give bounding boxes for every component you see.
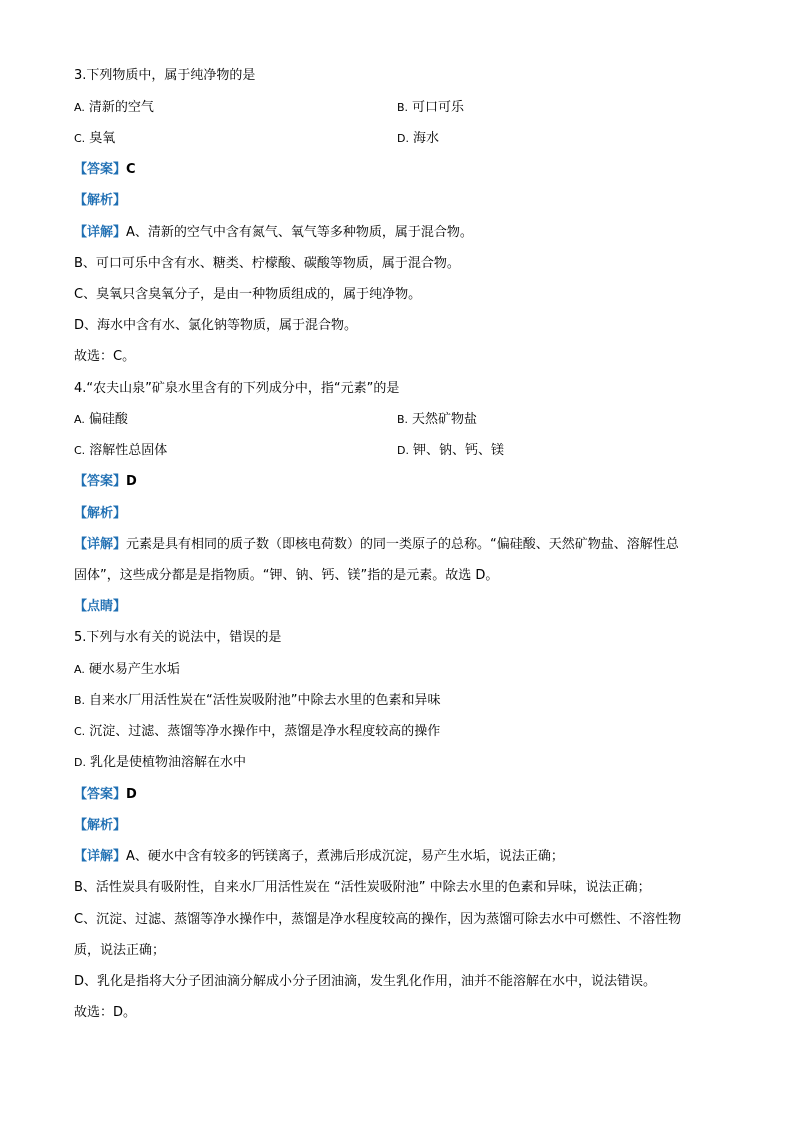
q4-stem: 4.“农夫山泉”矿泉水里含有的下列成分中，指“元素”的是 <box>74 381 400 396</box>
q3-option-c: C. 臭氧 <box>74 131 116 146</box>
q3-stem: 3.下列物质中，属于纯净物的是 <box>74 68 256 83</box>
q5-option-a: A. 硬水易产生水垢 <box>74 662 180 677</box>
q5-detail-line-3: C、沉淀、过滤、蒸馏等净水操作中，蒸馏是净水程度较高的操作，因为蒸馏可除去水中可燃性、不溶性物 <box>74 912 682 927</box>
answer-value: D <box>126 787 137 802</box>
q3-option-b: B. 可口可乐 <box>397 100 465 115</box>
q5-option-d: D. 乳化是使植物油溶解在水中 <box>74 755 246 770</box>
q3-detail-line-3: C、臭氧只含臭氧分子，是由一种物质组成的，属于纯净物。 <box>74 287 422 302</box>
q5-conclusion: 故选：D。 <box>74 1005 137 1020</box>
q5-answer <box>74 787 137 803</box>
q4-detail-line-2: 固体”，这些成分都是是指物质。“钾、钠、钙、镁”指的是元素。故选 D。 <box>74 568 499 583</box>
answer-tag: 【答案】 <box>74 474 127 489</box>
q4-analysis-tag: 【解析】 <box>74 506 127 521</box>
q3-conclusion: 故选：C。 <box>74 349 136 364</box>
q5-analysis-tag: 【解析】 <box>74 818 127 833</box>
q5-detail-line-2: B、活性炭具有吸附性，自来水厂用活性炭在 “活性炭吸附池” 中除去水里的色素和异味，说法正确； <box>74 880 651 895</box>
q4-detail-line-1: 【详解】元素是具有相同的质子数（即核电荷数）的同一类原子的总称。“偏硅酸、天然矿物盐、溶解性总 <box>74 537 679 552</box>
q3-detail-line-4: D、海水中含有水、氯化钠等物质，属于混合物。 <box>74 318 358 333</box>
q3-detail-line-1: 【详解】A、清新的空气中含有氮气、氧气等多种物质，属于混合物。 <box>74 225 473 240</box>
q5-option-b: B. 自来水厂用活性炭在“活性炭吸附池”中除去水里的色素和异味 <box>74 693 441 708</box>
q4-option-a: A. 偏硅酸 <box>74 412 128 427</box>
answer-tag: 【答案】 <box>74 162 127 177</box>
q5-detail-line-4: 质，说法正确； <box>74 943 166 958</box>
q3-option-a: A. 清新的空气 <box>74 100 154 115</box>
q4-option-b: B. 天然矿物盐 <box>397 412 478 427</box>
q4-point-tag: 【点睛】 <box>74 599 127 614</box>
q5-stem: 5.下列与水有关的说法中，错误的是 <box>74 630 282 645</box>
answer-value: D <box>126 474 137 489</box>
answer-tag: 【答案】 <box>74 787 127 802</box>
q5-option-c: C. 沉淀、过滤、蒸馏等净水操作中，蒸馏是净水程度较高的操作 <box>74 724 441 739</box>
q4-option-d: D. 钾、钠、钙、镁 <box>397 443 504 458</box>
q5-detail-line-5: D、乳化是指将大分子团油滴分解成小分子团油滴，发生乳化作用，油并不能溶解在水中，说法错误。 <box>74 974 657 989</box>
q4-option-c: C. 溶解性总固体 <box>74 443 168 458</box>
answer-value: C <box>126 162 136 177</box>
q5-detail-line-1: 【详解】A、硬水中含有较多的钙镁离子，煮沸后形成沉淀，易产生水垢，说法正确； <box>74 849 564 864</box>
q3-analysis-tag: 【解析】 <box>74 193 127 208</box>
q3-option-d: D. 海水 <box>397 131 439 146</box>
q3-answer <box>74 162 136 178</box>
q3-detail-line-2: B、可口可乐中含有水、糖类、柠檬酸、碳酸等物质，属于混合物。 <box>74 256 460 271</box>
q4-answer <box>74 474 137 490</box>
